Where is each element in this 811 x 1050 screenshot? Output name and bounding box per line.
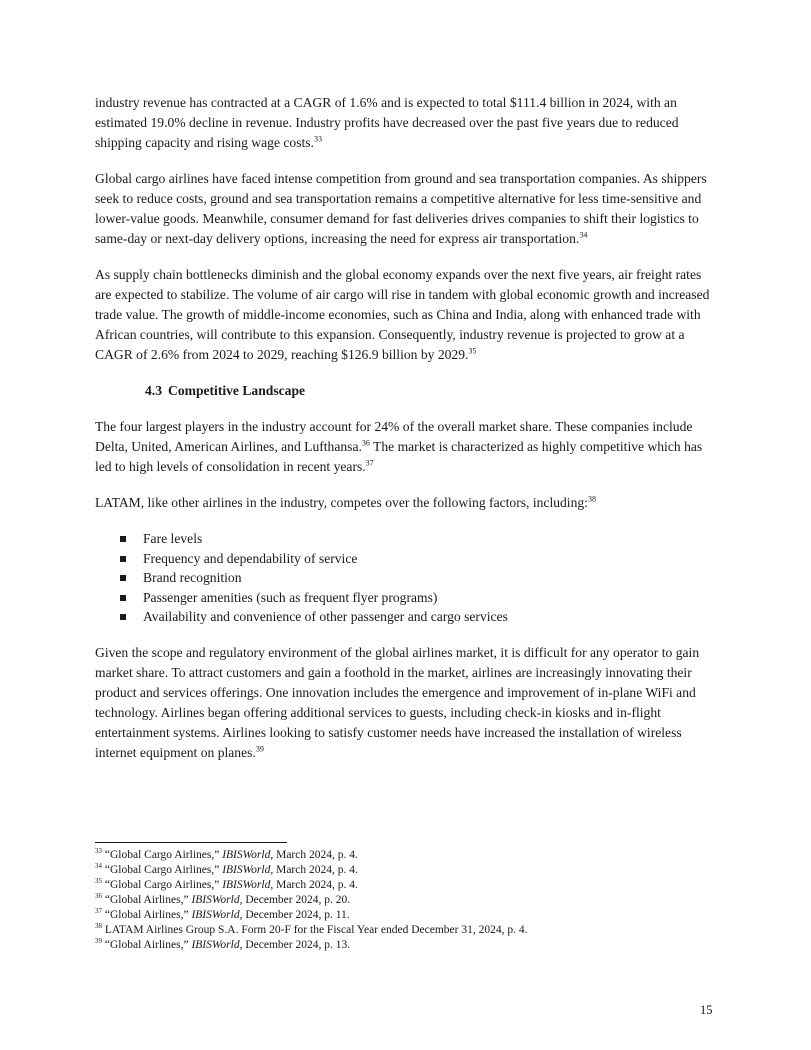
- page-number: 15: [700, 1003, 713, 1017]
- bullet-square-icon: [120, 536, 126, 542]
- footnote-ref[interactable]: 33: [313, 134, 322, 144]
- footnote-ref[interactable]: 35: [468, 346, 477, 356]
- footnote-38: $^{38}$ LATAM Airlines Group S.A. Form 20-F for the Fiscal Year ended December 31, 2024, p. 4.: [95, 922, 528, 936]
- footnote-37: $^{37}$ “Global Airlines,” IBISWorld, December 2024, p. 11.: [95, 907, 350, 921]
- section-heading: [145, 381, 715, 401]
- footnotes: [95, 848, 715, 953]
- footnote-33: $^{33}$ “Global Cargo Airlines,” IBISWorld, March 2024, p. 4.: [95, 847, 358, 861]
- footnote-ref[interactable]: 38: [587, 494, 596, 504]
- footnote-ref[interactable]: 36: [361, 438, 370, 448]
- bullet-square-icon: [120, 556, 126, 562]
- paragraph-industry-revenue: industry revenue has contracted at a CAGR of 1.6% and is expected to total $111.4 billion in 2024, with an estimated 19.0% decline in revenue. Industry profits have decreased over the past five years due to reduced shipping capacity and rising wage costs.$^{33}$: [95, 95, 679, 150]
- footnote-ref[interactable]: 34: [579, 230, 588, 240]
- footnote-separator: [95, 842, 287, 843]
- factor-list: [95, 529, 715, 627]
- bullet-square-icon: [120, 575, 126, 581]
- list-item: Brand recognition: [95, 568, 715, 588]
- footnote-ref[interactable]: 37: [365, 458, 374, 468]
- paragraph-competition: Global cargo airlines have faced intense competition from ground and sea transportation companies. As shippers seek to reduce costs, ground and sea transportation remains a competitive alternative for less time-sensitive and lower-value goods. Meanwhile, consumer demand for fast deliveries drives companies to shift their logistics to same-day or next-day delivery options, increasing the need for express air transportation.$^{34}$: [95, 171, 707, 246]
- paragraph-outlook: As supply chain bottlenecks diminish and the global economy expands over the next five years, air freight rates are expected to stabilize. The volume of air cargo will rise in tandem with global economic growth and increased trade value. The growth of middle-income economies, such as China and India, along with enhanced trade with African countries, will contribute to this expansion. Consequently, industry revenue is projected to grow at a CAGR of 2.6% from 2024 to 2029, reaching $126.9 billion by 2029.35: [95, 267, 710, 362]
- page-body: [95, 93, 715, 779]
- list-item: Passenger amenities (such as frequent flyer programs): [95, 588, 715, 608]
- list-item: Fare levels: [95, 529, 715, 549]
- bullet-square-icon: [120, 614, 126, 620]
- footnote-35: $^{35}$ “Global Cargo Airlines,” IBISWorld, March 2024, p. 4.: [95, 877, 358, 891]
- section-title: Competitive Landscape: [168, 383, 306, 398]
- section-number: 4.3: [145, 383, 162, 398]
- footnote-39: $^{39}$ “Global Airlines,” IBISWorld, December 2024, p. 13.: [95, 937, 351, 951]
- list-item: Frequency and dependability of service: [95, 549, 715, 569]
- footnote-ref[interactable]: 39: [255, 744, 264, 754]
- footnote-36: $^{36}$ “Global Airlines,” IBISWorld, December 2024, p. 20.: [95, 892, 351, 906]
- list-item: Availability and convenience of other passenger and cargo services: [95, 607, 715, 627]
- paragraph-latam-factors: LATAM, like other airlines in the industry, competes over the following factors, including:$^{38}$: [95, 494, 596, 510]
- bullet-square-icon: [120, 595, 126, 601]
- paragraph-innovation: Given the scope and regulatory environment of the global airlines market, it is difficult for any operator to gain market share. To attract customers and gain a foothold in the market, airlines are increasingly innovating their product and services offerings. One innovation includes the emergence and improvement of in-plane WiFi and technology. Airlines began offering additional services to guests, including check-in kiosks and in-flight entertainment systems. Airlines looking to satisfy customer needs have increased the installation of wireless internet equipment on planes.$^{39}$: [95, 644, 700, 760]
- footnote-34: $^{34}$ “Global Cargo Airlines,” IBISWorld, March 2024, p. 4.: [95, 862, 358, 876]
- paragraph-largest-players: The four largest players in the industry account for 24% of the overall market share. These companies include Delta, United, American Airlines, and Lufthansa.$^{36}$ The market is characterized as highly competitive which has led to high levels of consolidation in recent years.$^{37}$: [95, 419, 703, 474]
